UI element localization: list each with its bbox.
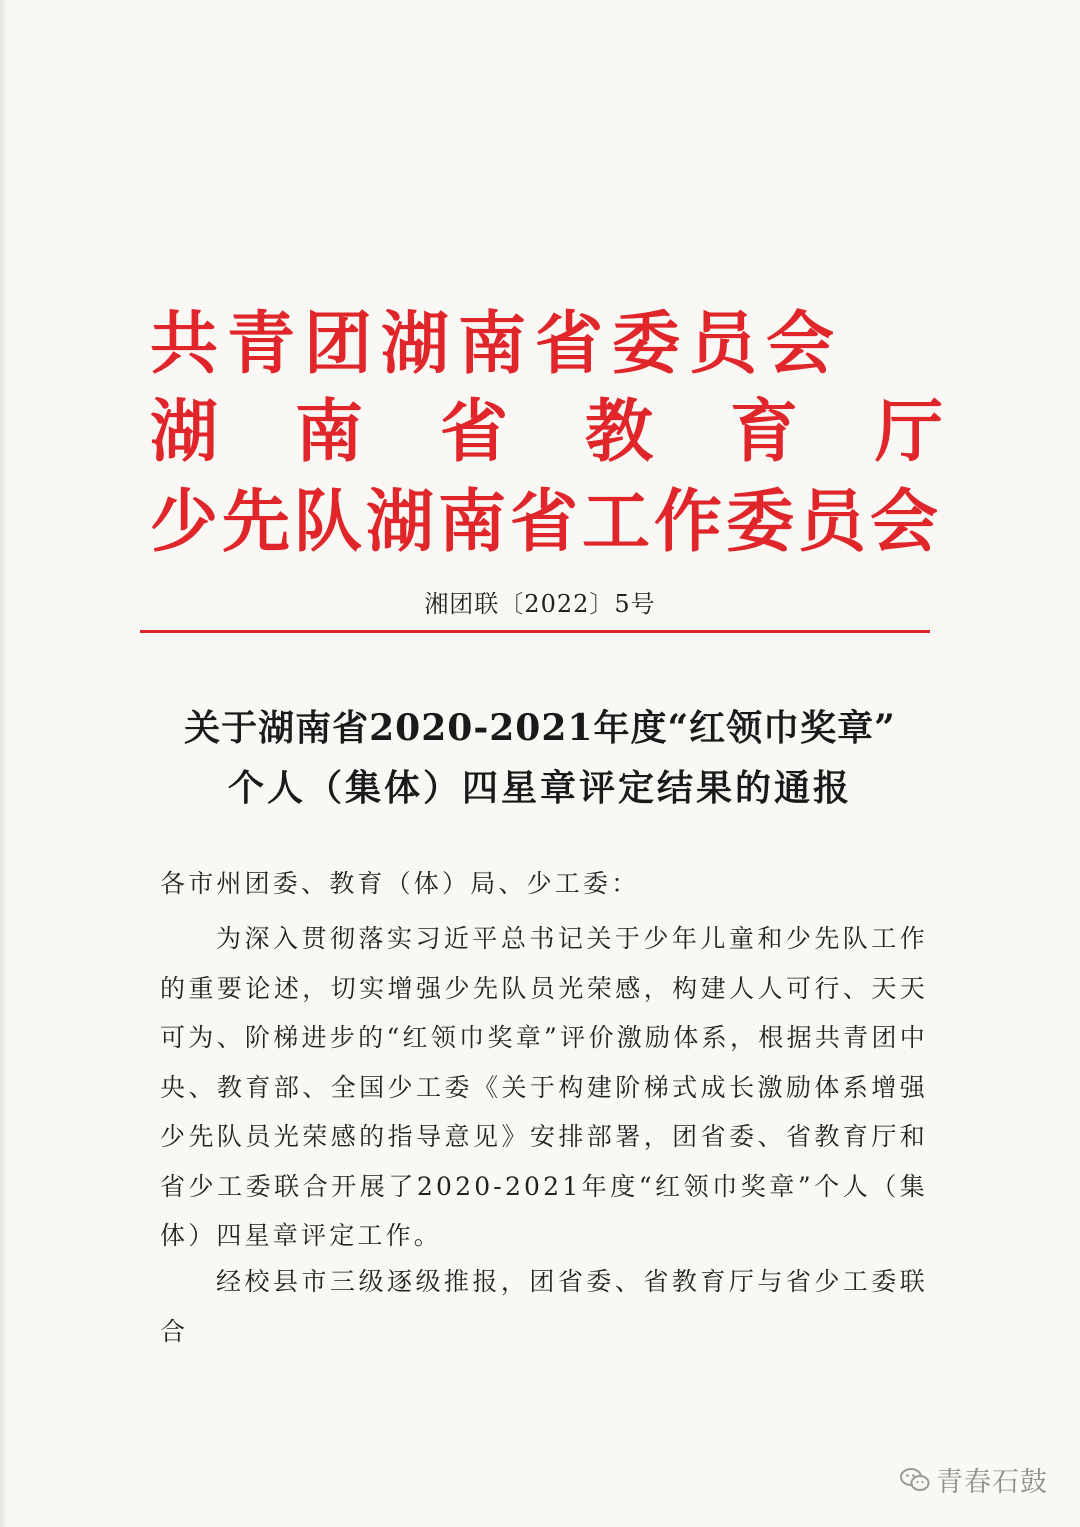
- paragraph-1: 为深入贯彻落实习近平总书记关于少年儿童和少先队工作的重要论述，切实增强少先队员光荣感，构建人人可行、天天可为、阶梯进步的“红领巾奖章”评价激励体系，根据共青团中央、教育部、全国少工委《关于构建阶梯式成长激励体系增强少先队员光荣感的指导意见》安排部署，团省委、省教育厅和省少工委联合开展了2020-2021年度“红领巾奖章”个人（集体）四星章评定工作。: [160, 924, 928, 1250]
- document-title-line-2: 个人（集体）四星章评定结果的通报: [227, 767, 852, 809]
- paragraph-2: 经校县市三级逐级推报，团省委、省教育厅与省少工委联合: [160, 1267, 928, 1346]
- account-watermark: [900, 1460, 1048, 1499]
- wechat-icon: [900, 1467, 930, 1493]
- document-title-line-1: 关于湖南省2020-2021年度“红领巾奖章”: [184, 707, 896, 749]
- watermark-text: 青春石鼓: [936, 1467, 1048, 1498]
- issuer-line-2: 湖南省教育厅: [150, 393, 1021, 472]
- issuer-line-3: 少先队湖南省工作委员会: [150, 483, 943, 562]
- header-divider: [140, 630, 930, 633]
- document-number: 湘团联〔2022〕5号: [424, 590, 656, 618]
- issuer-line-1: 共青团湖南省委员会: [150, 305, 844, 384]
- salutation: 各市州团委、教育（体）局、少工委：: [160, 869, 640, 898]
